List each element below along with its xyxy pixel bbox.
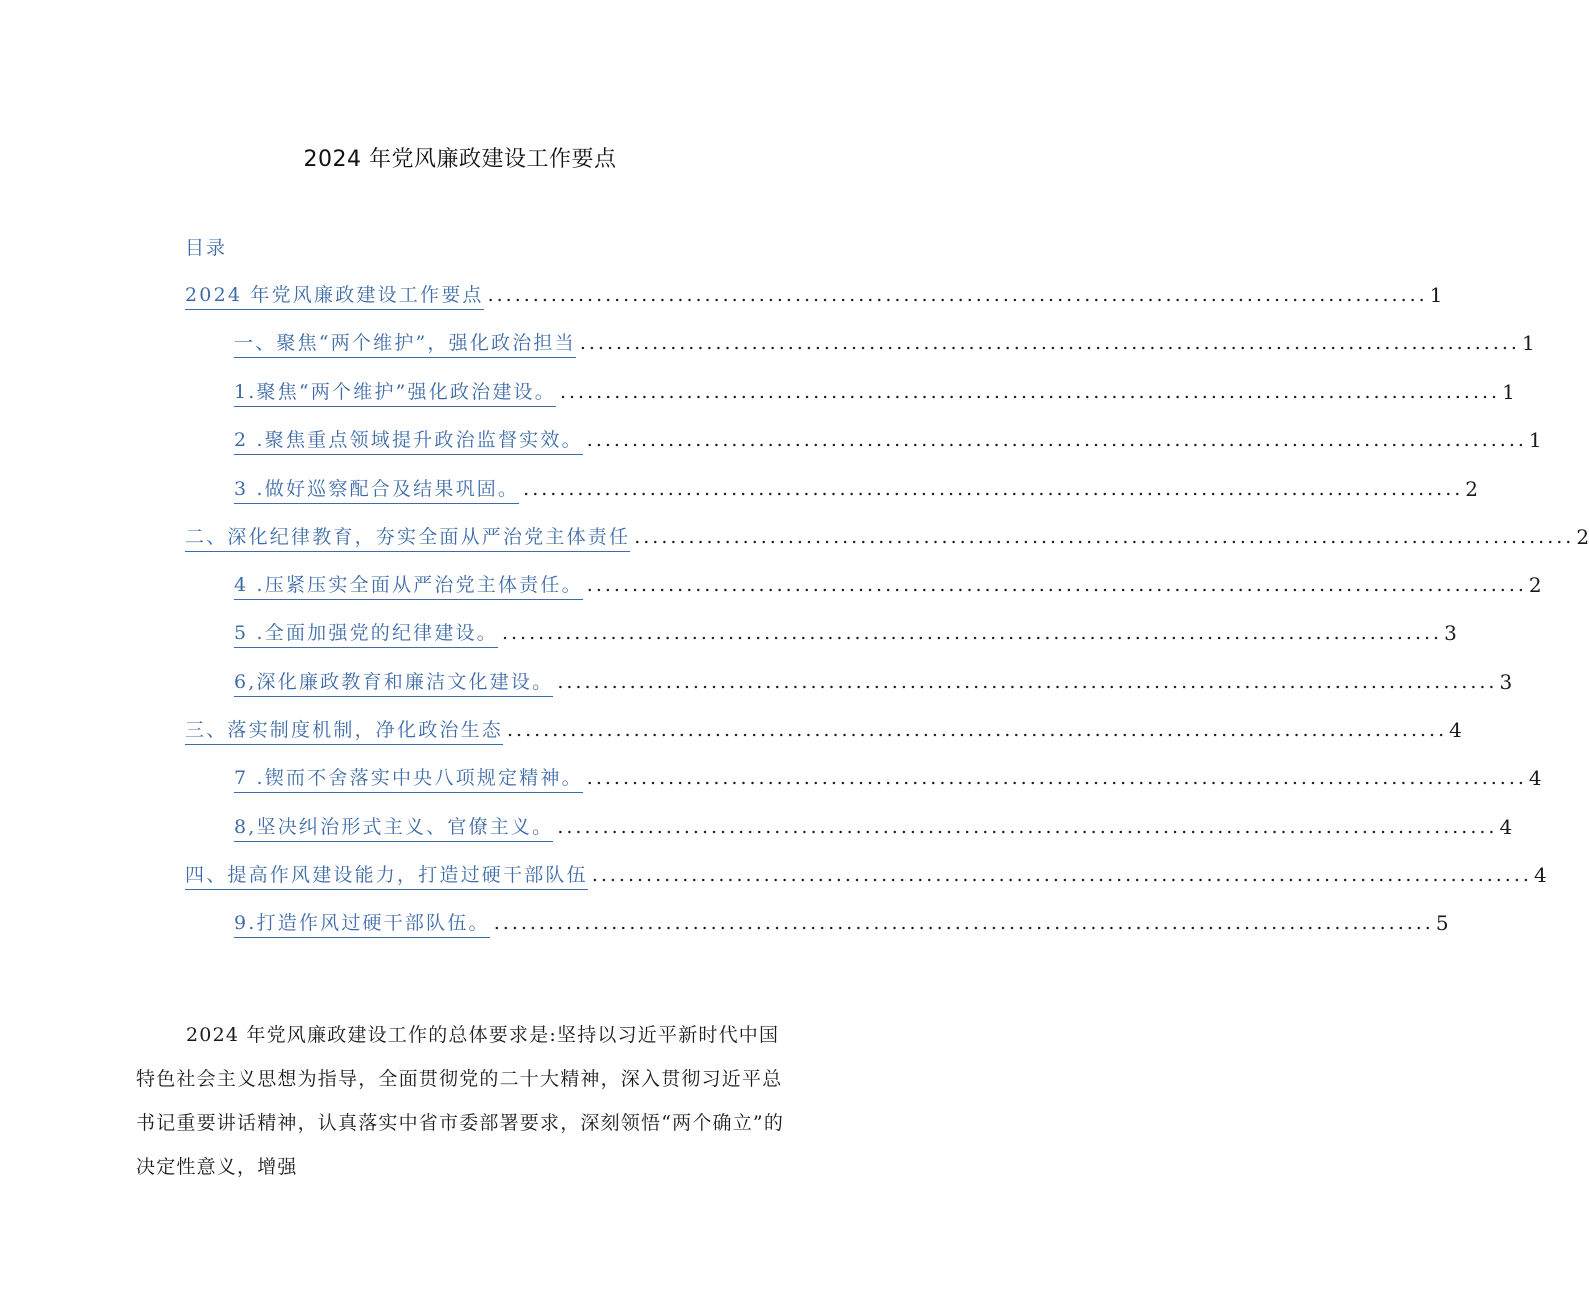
toc-entry-label[interactable]: 5 .全面加强党的纪律建设。: [234, 620, 498, 648]
toc-entry[interactable]: [234, 667, 1513, 697]
toc-page-number: 3: [1444, 621, 1457, 645]
toc-entry[interactable]: [234, 908, 1449, 938]
toc-entry[interactable]: [185, 860, 1547, 890]
toc-leader: ........................................................................................................: [493, 912, 1434, 934]
toc-page-number: 1: [1528, 428, 1542, 452]
toc-page-number: 1: [1502, 380, 1515, 404]
toc-entry-label[interactable]: 6,深化廉政教育和廉洁文化建设。: [234, 669, 553, 697]
toc-page-number: 4: [1533, 863, 1547, 887]
toc-leader: ........................................................................................................: [487, 284, 1428, 306]
toc-page-number: 4: [1449, 718, 1462, 742]
toc-entry-label[interactable]: 2024 年党风廉政建设工作要点: [185, 282, 484, 310]
toc-entry[interactable]: [234, 377, 1515, 407]
toc-entry-label[interactable]: 三、落实制度机制，净化政治生态: [185, 717, 503, 745]
toc-page-number: 2: [1528, 573, 1542, 597]
toc-entry-label[interactable]: 3 .做好巡察配合及结果巩固。: [234, 476, 519, 504]
toc-entry-label[interactable]: 9.打造作风过硬干部队伍。: [234, 910, 490, 938]
toc-page-number: 2: [1465, 477, 1479, 501]
toc-entry-label[interactable]: 一、聚焦“两个维护”，强化政治担当: [234, 330, 576, 358]
toc-leader: ........................................................................................................: [559, 381, 1501, 403]
toc-leader: ........................................................................................................: [523, 478, 1464, 500]
toc-entry-label[interactable]: 2 .聚焦重点领域提升政治监督实效。: [234, 427, 583, 455]
toc-entry-label[interactable]: 7 .锲而不舍落实中央八项规定精神。: [234, 765, 583, 793]
toc-page-number: 5: [1435, 911, 1449, 935]
toc-entry[interactable]: [234, 425, 1542, 455]
toc-entry[interactable]: [234, 763, 1542, 793]
toc-leader: ........................................................................................................: [557, 671, 1498, 693]
toc-page-number: 1: [1521, 331, 1535, 355]
toc-page-number: 4: [1499, 815, 1513, 839]
toc-leader: ........................................................................................................: [591, 864, 1532, 886]
toc-leader: ........................................................................................................: [634, 526, 1575, 548]
toc-page-number: 3: [1499, 670, 1513, 694]
toc-leader: ........................................................................................................: [586, 767, 1527, 789]
toc-entry[interactable]: [234, 618, 1457, 648]
toc-entry[interactable]: [234, 328, 1535, 358]
toc-leader: ........................................................................................................: [501, 622, 1443, 644]
toc-entry[interactable]: [234, 474, 1479, 504]
toc-entry-label[interactable]: 1.聚焦“两个维护”强化政治建设。: [234, 379, 556, 407]
toc-page-number: 2: [1576, 525, 1589, 549]
toc-entry-label[interactable]: 二、深化纪律教育，夯实全面从严治党主体责任: [185, 524, 630, 552]
page-title: 2024 年党风廉政建设工作要点: [303, 147, 617, 172]
toc-leader: ........................................................................................................: [579, 332, 1520, 354]
body-paragraph: 2024 年党风廉政建设工作的总体要求是:坚持以习近平新时代中国特色社会主义思想为指导，全面贯彻党的二十大精神，深入贯彻习近平总书记重要讲话精神，认真落实中省市委部署要求，深刻领悟“两个确立”的决定性意义，增强: [136, 1024, 785, 1178]
toc-page-number: 4: [1528, 766, 1542, 790]
toc-entry-label[interactable]: 四、提高作风建设能力，打造过硬干部队伍: [185, 862, 588, 890]
toc-entry[interactable]: [185, 715, 1462, 745]
toc-leader: ........................................................................................................: [586, 429, 1527, 451]
toc-leader: ........................................................................................................: [507, 719, 1448, 741]
toc-leader: ........................................................................................................: [586, 574, 1527, 596]
toc-leader: ........................................................................................................: [557, 816, 1498, 838]
toc-entry[interactable]: [185, 280, 1443, 310]
toc-entry-label[interactable]: 4 .压紧压实全面从严治党主体责任。: [234, 572, 583, 600]
toc-heading: 目录: [185, 237, 228, 259]
toc-entry-label[interactable]: 8,坚决纠治形式主义、官僚主义。: [234, 814, 553, 842]
toc-page-number: 1: [1429, 283, 1443, 307]
toc-entry[interactable]: [234, 812, 1513, 842]
toc-entry[interactable]: [234, 570, 1542, 600]
toc-entry[interactable]: [185, 522, 1589, 552]
